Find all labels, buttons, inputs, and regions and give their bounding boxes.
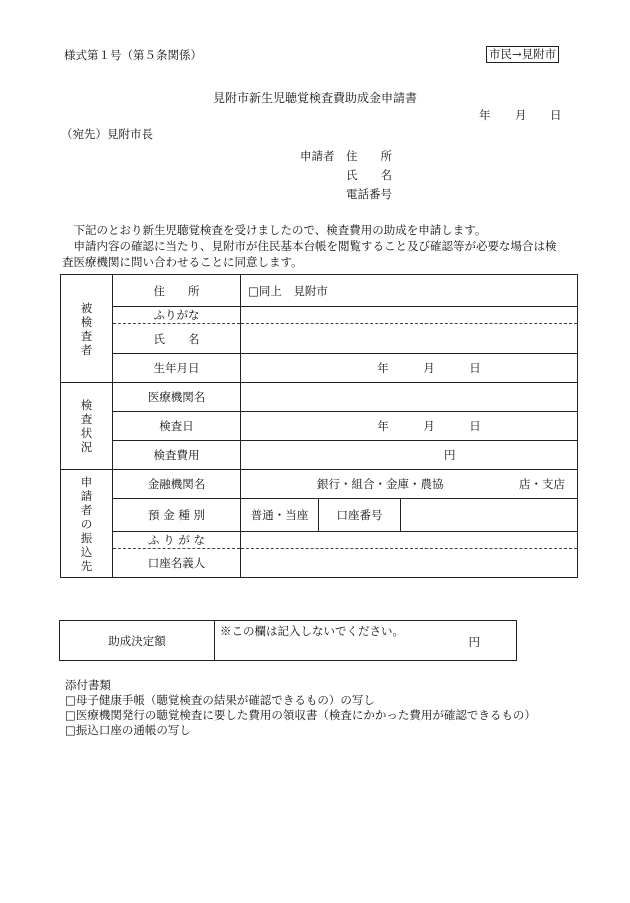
address-field[interactable] bbox=[241, 275, 578, 307]
furigana-field[interactable] bbox=[241, 307, 578, 324]
section-transfer: 申請者の振込先 bbox=[61, 470, 113, 578]
form-number: 様式第１号（第５条関係） bbox=[64, 48, 202, 62]
birthdate-value: 年 月 日 bbox=[377, 361, 481, 375]
applicant-address-label: 住 所 bbox=[346, 149, 392, 163]
attachment-item-1: □母子健康手帳（聴覚検査の結果が確認できるもの）の写し bbox=[65, 693, 375, 707]
account-holder-label: 口座名義人 bbox=[113, 549, 241, 578]
decision-note: ※この欄は記入しないでください。 bbox=[220, 624, 404, 638]
attachment-item-2: □医療機関発行の聴覚検査に要した費用の領収書（検査にかかった費用が確認できるもの） bbox=[65, 708, 536, 722]
exam-date-field[interactable] bbox=[241, 412, 578, 441]
date-year: 年 bbox=[479, 108, 491, 122]
address-label: 住 所 bbox=[113, 275, 241, 307]
account-holder-field[interactable] bbox=[241, 549, 578, 578]
name-label: 氏 名 bbox=[113, 324, 241, 354]
account-number-label: 口座番号 bbox=[319, 499, 401, 531]
deposit-account-cell bbox=[241, 499, 578, 532]
deposit-type-value[interactable]: 普通・当座 bbox=[241, 499, 319, 531]
bank-types: 銀行・組合・金庫・農協 bbox=[317, 477, 444, 491]
applicant-name-label: 氏 名 bbox=[346, 168, 392, 182]
attachment-item-3: □振込口座の通帳の写し bbox=[65, 723, 191, 737]
date-month: 月 bbox=[515, 108, 527, 122]
exam-fee-field[interactable] bbox=[241, 441, 578, 470]
date-day: 日 bbox=[550, 108, 562, 122]
birthdate-field[interactable] bbox=[241, 354, 578, 383]
furigana2-field[interactable] bbox=[241, 532, 578, 549]
decision-field bbox=[215, 621, 517, 661]
bank-field[interactable] bbox=[241, 470, 578, 499]
birthdate-label: 生年月日 bbox=[113, 354, 241, 383]
addressee: （宛先）見附市長 bbox=[61, 127, 153, 141]
application-table bbox=[60, 274, 578, 578]
furigana-label: ふりがな bbox=[113, 307, 241, 324]
applicant-phone-label: 電話番号 bbox=[346, 187, 392, 201]
body-text-line-3: 査医療機関に問い合わせることに同意します。 bbox=[62, 255, 303, 269]
bank-label: 金融機関名 bbox=[113, 470, 241, 499]
exam-date-label: 検査日 bbox=[113, 412, 241, 441]
hospital-field[interactable] bbox=[241, 383, 578, 412]
address-value: □同上 見附市 bbox=[248, 283, 328, 298]
route-box: 市民→見附市 bbox=[486, 46, 559, 63]
attachments-title: 添付書類 bbox=[65, 678, 111, 692]
exam-date-value: 年 月 日 bbox=[377, 419, 481, 433]
section-examinee: 被検査者 bbox=[61, 275, 113, 383]
hospital-label: 医療機関名 bbox=[113, 383, 241, 412]
account-number-field[interactable] bbox=[401, 499, 577, 531]
decision-unit: 円 bbox=[468, 635, 480, 649]
deposit-type-label: 預 金 種 別 bbox=[113, 499, 241, 532]
exam-fee-unit: 円 bbox=[444, 448, 456, 462]
body-text-line-1: 下記のとおり新生児聴覚検査を受けましたので、検査費用の助成を申請します。 bbox=[62, 223, 487, 237]
decision-table bbox=[59, 620, 517, 661]
name-field[interactable] bbox=[241, 324, 578, 354]
exam-fee-label: 検査費用 bbox=[113, 441, 241, 470]
decision-label: 助成決定額 bbox=[60, 621, 215, 661]
branch-types: 店・支店 bbox=[519, 477, 565, 491]
section-exam-status: 検査状況 bbox=[61, 383, 113, 470]
applicant-label: 申請者 bbox=[300, 149, 335, 163]
furigana2-label: ふ り が な bbox=[113, 532, 241, 549]
body-text-line-2: 申請内容の確認に当たり、見附市が住民基本台帳を閲覧すること及び確認等が必要な場合は検 bbox=[62, 239, 557, 253]
page-title: 見附市新生児聴覚検査費助成金申請書 bbox=[212, 91, 417, 105]
